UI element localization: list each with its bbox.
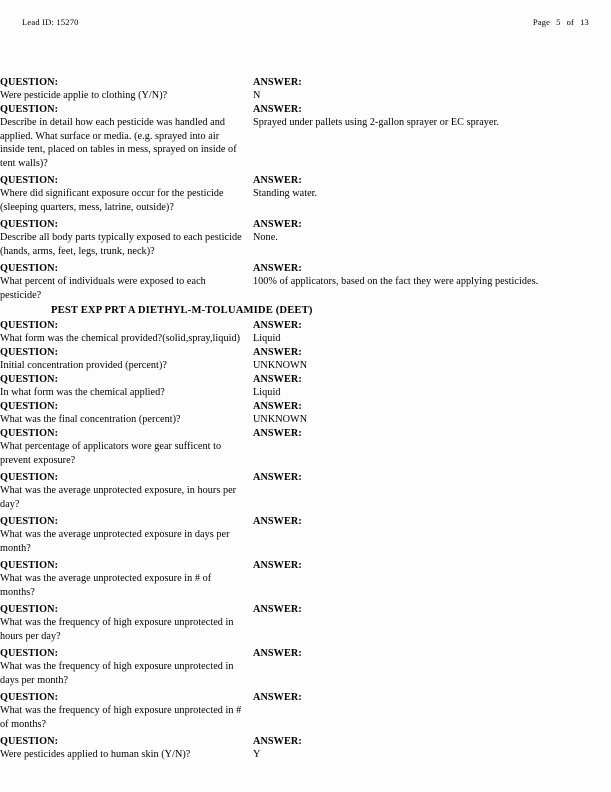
answer-label: ANSWER: bbox=[253, 692, 302, 703]
answer-column bbox=[253, 515, 553, 528]
question-label: QUESTION: bbox=[0, 428, 59, 439]
answer-label: ANSWER: bbox=[253, 401, 302, 412]
question-column bbox=[0, 218, 246, 258]
answer-label: ANSWER: bbox=[253, 219, 302, 230]
question-column bbox=[0, 319, 246, 346]
question-label: QUESTION: bbox=[0, 648, 59, 659]
qa-columns bbox=[0, 262, 611, 302]
answer-label: ANSWER: bbox=[253, 320, 302, 331]
qa-pair bbox=[0, 400, 611, 427]
answer-label: ANSWER: bbox=[253, 347, 302, 358]
answer-column bbox=[253, 174, 553, 201]
answer-column bbox=[253, 218, 553, 245]
question-text: What form was the chemical provided?(solid,spray,liquid) bbox=[0, 333, 241, 345]
question-label: QUESTION: bbox=[0, 472, 59, 483]
question-label: QUESTION: bbox=[0, 219, 59, 230]
answer-label: ANSWER: bbox=[253, 77, 302, 88]
section-pest-exp-prt-a-deet bbox=[0, 303, 611, 762]
question-text: Describe in detail how each pesticide was handled and applied. What surface or media. (e.g. sprayed into air inside tent, placed on tables in mess, sprayed on inside of tent walls)? bbox=[0, 117, 237, 169]
page-running-header bbox=[0, 17, 611, 33]
qa-pair bbox=[0, 603, 611, 643]
answer-text: UNKNOWN bbox=[253, 360, 308, 372]
section-pest-exposure-general bbox=[0, 76, 611, 302]
section-title: PEST EXP PRT A DIETHYL-M-TOLUAMIDE (DEET) bbox=[51, 305, 313, 316]
qa-columns bbox=[0, 218, 611, 258]
question-text: What was the final concentration (percent)? bbox=[0, 414, 181, 426]
question-text: Initial concentration provided (percent)? bbox=[0, 360, 167, 372]
question-column bbox=[0, 400, 246, 427]
qa-columns bbox=[0, 319, 611, 346]
answer-text: N bbox=[253, 90, 261, 102]
question-label: QUESTION: bbox=[0, 175, 59, 186]
question-label: QUESTION: bbox=[0, 347, 59, 358]
qa-pair bbox=[0, 427, 611, 467]
qa-pair bbox=[0, 647, 611, 687]
qa-columns bbox=[0, 76, 611, 103]
question-column bbox=[0, 647, 246, 687]
lead-id bbox=[22, 17, 79, 27]
qa-columns bbox=[0, 647, 611, 687]
page-total: 13 bbox=[580, 17, 589, 27]
question-text: Were pesticide applie to clothing (Y/N)? bbox=[0, 90, 168, 102]
answer-column bbox=[253, 427, 553, 440]
question-column bbox=[0, 174, 246, 214]
qa-pair bbox=[0, 103, 611, 170]
question-column bbox=[0, 559, 246, 599]
question-column bbox=[0, 262, 246, 302]
answer-column bbox=[253, 76, 553, 103]
question-text: What percent of individuals were exposed to each pesticide? bbox=[0, 276, 206, 301]
question-text: Describe all body parts typically exposed to each pesticide (hands, arms, feet, legs, trunk, neck)? bbox=[0, 232, 242, 257]
question-text: What was the average unprotected exposure in days per month? bbox=[0, 529, 230, 554]
question-label: QUESTION: bbox=[0, 560, 59, 571]
question-text: In what form was the chemical applied? bbox=[0, 387, 165, 399]
answer-column bbox=[253, 471, 553, 484]
qa-columns bbox=[0, 174, 611, 214]
question-text: What was the average unprotected exposure in # of months? bbox=[0, 573, 212, 598]
qa-pair bbox=[0, 471, 611, 511]
question-column bbox=[0, 515, 246, 555]
question-column bbox=[0, 603, 246, 643]
qa-pair bbox=[0, 319, 611, 346]
answer-label: ANSWER: bbox=[253, 560, 302, 571]
qa-columns bbox=[0, 559, 611, 599]
question-label: QUESTION: bbox=[0, 736, 59, 747]
answer-column bbox=[253, 735, 553, 762]
question-column bbox=[0, 471, 246, 511]
answer-label: ANSWER: bbox=[253, 428, 302, 439]
qa-pair bbox=[0, 373, 611, 400]
answer-column bbox=[253, 691, 553, 704]
qa-pair bbox=[0, 346, 611, 373]
question-text: Where did significant exposure occur for the pesticide (sleeping quarters, mess, latrine, outside)? bbox=[0, 188, 224, 213]
answer-label: ANSWER: bbox=[253, 736, 302, 747]
qa-columns bbox=[0, 603, 611, 643]
answer-label: ANSWER: bbox=[253, 648, 302, 659]
answer-column bbox=[253, 559, 553, 572]
qa-columns bbox=[0, 427, 611, 467]
answer-label: ANSWER: bbox=[253, 472, 302, 483]
answer-text: None. bbox=[253, 232, 278, 244]
question-column bbox=[0, 691, 246, 731]
question-label: QUESTION: bbox=[0, 320, 59, 331]
qa-columns bbox=[0, 103, 611, 170]
qa-pair bbox=[0, 76, 611, 103]
qa-pair bbox=[0, 515, 611, 555]
qa-pair bbox=[0, 735, 611, 762]
qa-pair bbox=[0, 174, 611, 214]
qa-columns bbox=[0, 373, 611, 400]
question-label: QUESTION: bbox=[0, 374, 59, 385]
question-text: What was the average unprotected exposure, in hours per day? bbox=[0, 485, 237, 510]
answer-column bbox=[253, 346, 553, 373]
answer-column bbox=[253, 373, 553, 400]
answer-text: Liquid bbox=[253, 387, 281, 399]
answer-text: Y bbox=[253, 749, 261, 761]
qa-pair bbox=[0, 262, 611, 302]
page-of-label: of bbox=[566, 17, 575, 27]
answer-column bbox=[253, 603, 553, 616]
answer-label: ANSWER: bbox=[253, 374, 302, 385]
question-label: QUESTION: bbox=[0, 77, 59, 88]
question-text: Were pesticides applied to human skin (Y/N)? bbox=[0, 749, 191, 761]
question-label: QUESTION: bbox=[0, 604, 59, 615]
question-column bbox=[0, 346, 246, 373]
answer-label: ANSWER: bbox=[253, 516, 302, 527]
answer-text: Standing water. bbox=[253, 188, 318, 200]
answer-column bbox=[253, 319, 553, 346]
answer-label: ANSWER: bbox=[253, 175, 302, 186]
answer-text: 100% of applicators, based on the fact they were applying pesticides. bbox=[253, 276, 539, 288]
question-label: QUESTION: bbox=[0, 516, 59, 527]
qa-columns bbox=[0, 735, 611, 762]
answer-column bbox=[253, 647, 553, 660]
question-label: QUESTION: bbox=[0, 104, 59, 115]
answer-label: ANSWER: bbox=[253, 263, 302, 274]
qa-columns bbox=[0, 515, 611, 555]
question-text: What was the frequency of high exposure unprotected in hours per day? bbox=[0, 617, 234, 642]
question-label: QUESTION: bbox=[0, 692, 59, 703]
qa-pair bbox=[0, 218, 611, 258]
qa-pair bbox=[0, 559, 611, 599]
page-label: Page bbox=[532, 17, 551, 27]
question-column bbox=[0, 103, 246, 170]
lead-id-text: Lead ID: 15270 bbox=[22, 17, 79, 27]
question-text: What percentage of applicators wore gear sufficent to prevent exposure? bbox=[0, 441, 222, 466]
answer-text: UNKNOWN bbox=[253, 414, 308, 426]
answer-label: ANSWER: bbox=[253, 604, 302, 615]
qa-columns bbox=[0, 400, 611, 427]
question-column bbox=[0, 76, 246, 103]
answer-column bbox=[253, 103, 553, 130]
qa-pair bbox=[0, 691, 611, 731]
qa-columns bbox=[0, 346, 611, 373]
answer-text: Sprayed under pallets using 2-gallon sprayer or EC sprayer. bbox=[253, 117, 499, 129]
qa-columns bbox=[0, 691, 611, 731]
answer-text: Liquid bbox=[253, 333, 281, 345]
answer-label: ANSWER: bbox=[253, 104, 302, 115]
document-body bbox=[0, 76, 611, 762]
question-label: QUESTION: bbox=[0, 401, 59, 412]
question-text: What was the frequency of high exposure unprotected in days per month? bbox=[0, 661, 234, 686]
answer-column bbox=[253, 400, 553, 427]
answer-column bbox=[253, 262, 553, 289]
page-current: 5 bbox=[556, 17, 561, 27]
page-number-indicator bbox=[533, 17, 589, 27]
qa-columns bbox=[0, 471, 611, 511]
question-column bbox=[0, 373, 246, 400]
question-text: What was the frequency of high exposure unprotected in # of months? bbox=[0, 705, 242, 730]
question-column bbox=[0, 427, 246, 467]
question-column bbox=[0, 735, 246, 762]
question-label: QUESTION: bbox=[0, 263, 59, 274]
